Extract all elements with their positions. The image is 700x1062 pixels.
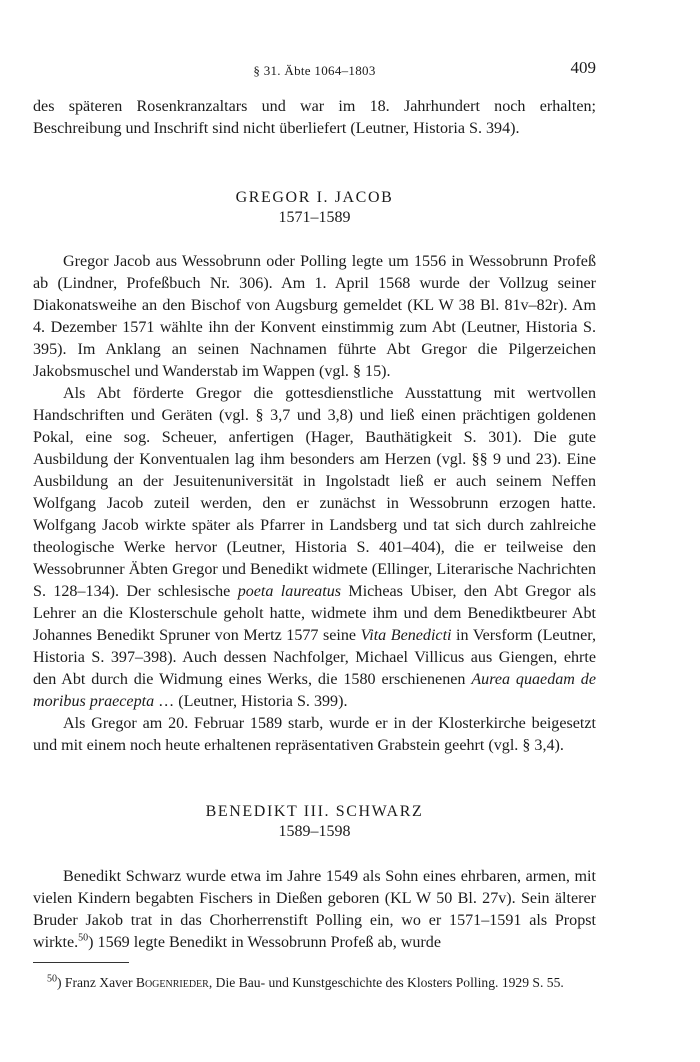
text-run: ) Franz Xaver — [57, 975, 136, 990]
section-title: BENEDIKT III. SCHWARZ — [205, 803, 424, 820]
italic-title: Vita Benedicti — [360, 627, 452, 644]
text-run: ) 1569 legte Benedikt in Wessobrunn Profeß ab, wurde — [88, 934, 441, 951]
intro-paragraph: des späteren Rosenkranzaltars und war im 18. Jahrhundert noch erhalten; Beschreibung und Inschrift sind nicht überliefert (Leutner, Historia S. 394). — [33, 98, 596, 137]
text-run: … (Leutner, Historia S. 399). — [154, 693, 348, 710]
section-benedikt — [33, 802, 596, 954]
paragraph — [33, 866, 596, 954]
paragraph — [33, 383, 596, 713]
footnote-author: Bogenrieder — [135, 975, 209, 990]
page-number: 409 — [570, 58, 596, 77]
text-run: in Versform (Leutner, Historia S. 397–398). Auch dessen Nachfolger, Michael Villicus aus Giengen, ehrte den Abt durch die Widmung eines Werks, die 1580 erschienenen — [33, 627, 597, 688]
paragraph: Gregor Jacob aus Wessobrunn oder Polling legte um 1556 in Wessobrunn Profeß ab (Lindner, Profeßbuch Nr. 306). Am 1. April 1568 wurde der Vollzug seiner Diakonatsweihe an den Bischof von Augsburg gemeldet (KL W 38 Bl. 81v–82r). Am 4. Dezember 1571 wählte ihn der Konvent einstimmig zum Abt (Leutner, Historia S. 395). Im Anklang an seinen Nachnamen führte Abt Gregor die Pilgerzeichen Jakobsmuschel und Wanderstab im Wappen (vgl. § 15). — [33, 253, 596, 380]
section-years: 1589–1598 — [278, 823, 351, 840]
paragraph: Als Gregor am 20. Februar 1589 starb, wurde er in der Klosterkirche beigesetzt und mit einem noch heute erhaltenen repräsentativen Grabstein geehrt (vgl. § 3,4). — [33, 715, 596, 754]
section-title: GREGOR I. JACOB — [235, 189, 394, 206]
text-run: , Die Bau- und Kunstgeschichte des Klosters Polling. 1929 S. 55. — [208, 975, 564, 990]
book-page — [33, 58, 596, 992]
section-gregor — [33, 188, 596, 757]
text-run: Als Abt förderte Gregor die gottesdienstliche Ausstattung mit wertvollen Handschriften und Geräten (vgl. § 3,7 und 3,8) und ließ einen prächtigen goldenen Pokal, eine sog. Scheuer, anfertigen (Hager, Bauthätigkeit S. 301). Die gute Ausbildung der Konventualen lag ihm besonders am Herzen (vgl. §§ 9 und 23). Eine Ausbildung an der Jesuitenuniversität in Ingolstadt ließ er auch seinem Neffen Wolfgang Jacob zuteil werden, den er zunächst in Wessobrunn erzogen hatte. Wolfgang Jacob wirkte später als Pfarrer in Landsberg und tat sich durch zahlreiche theologische Werke hervor (Leutner, Historia S. 401–404), die er teilweise den Wessobrunner Äbten Gregor und Benedikt widmete (Ellinger, Literarische Nachrichten S. 128–134). Der schlesische — [33, 385, 596, 600]
text-run: Benedikt Schwarz wurde etwa im Jahre 1549 als Sohn eines ehrbaren, armen, mit vielen Kindern begabten Fischers in Dießen geboren (KL W 50 Bl. 27v). Sein älterer Bruder Jakob trat in das Chorherrenstift Polling ein, wo er 1571–1591 als Propst wirkte. — [33, 868, 596, 951]
footnote-mark: 50 — [47, 973, 57, 985]
section-years: 1571–1589 — [278, 209, 351, 226]
footnote-ref: 50 — [78, 932, 89, 944]
footnote — [33, 973, 596, 992]
italic-title: Aurea quaedam de moribus praecepta — [33, 671, 596, 710]
footnote-divider — [33, 962, 129, 963]
text-run: Micheas Ubiser, den Abt Gregor als Lehrer an die Klosterschule geholt hatte, widmete ihm und dem Benediktbeurer Abt Johannes Benedikt Spruner von Mertz 1577 seine — [33, 583, 596, 644]
running-title: § 31. Äbte 1064–1803 — [253, 63, 376, 78]
italic-term: poeta laureatus — [237, 583, 342, 600]
running-header — [33, 58, 596, 82]
